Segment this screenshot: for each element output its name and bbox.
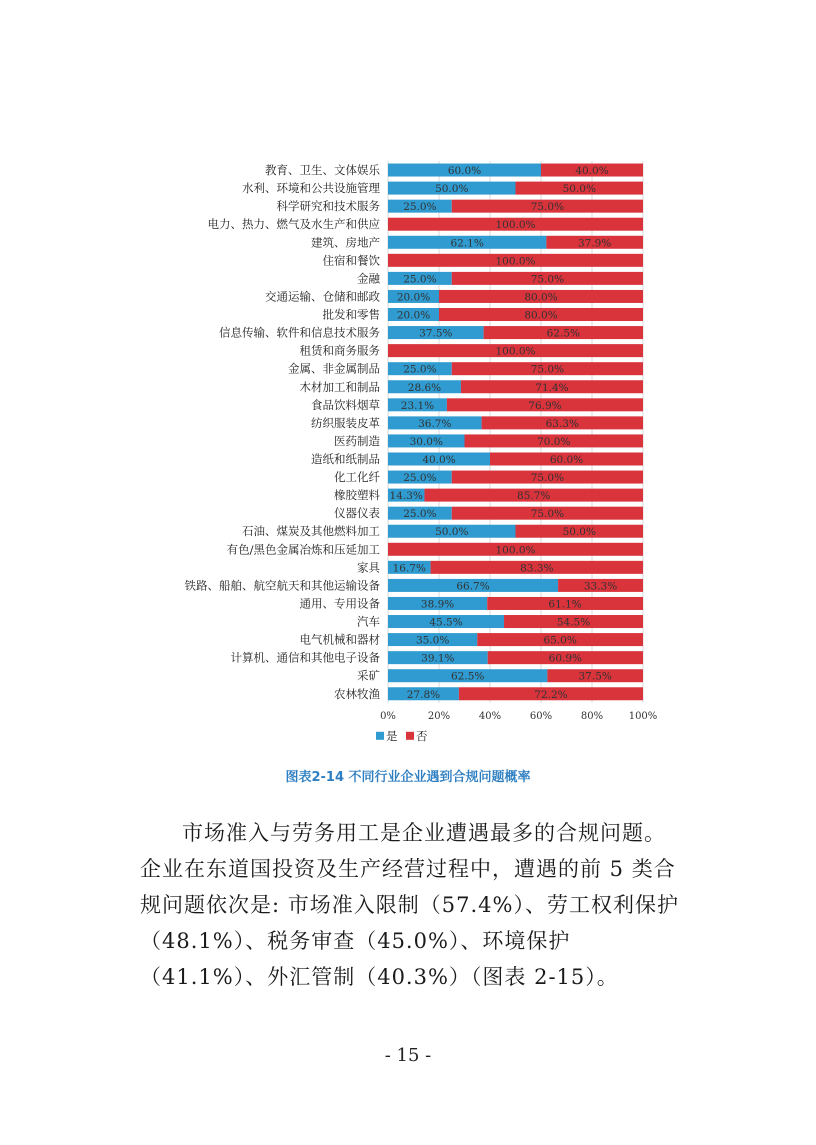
category-label: 电气机械和器材 <box>299 632 380 647</box>
category-label: 金融 <box>357 271 380 286</box>
bar-data-label: 50.0% <box>435 526 469 539</box>
bar-data-label: 25.0% <box>403 508 437 521</box>
bar-data-label: 100.0% <box>495 255 536 268</box>
bar-data-label: 16.7% <box>392 562 426 575</box>
category-label: 建筑、房地产 <box>311 235 380 250</box>
category-label: 住宿和餐饮 <box>322 253 380 268</box>
category-label: 纺织服装皮革 <box>311 415 380 430</box>
x-tick-label: 60% <box>529 710 553 722</box>
x-axis-ticks <box>380 711 657 722</box>
category-label: 仪器仪表 <box>334 506 380 521</box>
category-label: 教育、卫生、文体娱乐 <box>265 163 380 178</box>
bar-data-label: 30.0% <box>409 435 443 448</box>
bar-data-label: 36.7% <box>418 417 452 430</box>
bar-data-label: 40.0% <box>422 453 456 466</box>
category-label: 租赁和商务服务 <box>299 343 380 358</box>
bar-data-label: 50.0% <box>562 526 596 539</box>
x-tick-label: 20% <box>427 710 451 722</box>
bar-data-label: 100.0% <box>495 544 536 557</box>
bar-data-label: 61.1% <box>548 598 582 611</box>
bar-data-label: 45.5% <box>429 616 463 629</box>
legend-label: 否 <box>416 728 428 743</box>
bar-data-label: 100.0% <box>495 219 536 232</box>
category-label: 木材加工和制品 <box>299 379 380 394</box>
category-label: 汽车 <box>357 614 380 629</box>
x-tick-label: 0% <box>380 710 396 722</box>
legend-swatch-no <box>406 732 414 740</box>
bar-data-label: 25.0% <box>403 201 437 214</box>
category-label: 通用、专用设备 <box>299 596 380 611</box>
legend-swatch-yes <box>376 732 384 740</box>
category-label: 家具 <box>357 560 380 575</box>
bar-data-label: 62.5% <box>451 670 485 683</box>
bar-data-label: 25.0% <box>403 472 437 485</box>
bar-data-label: 37.5% <box>419 327 453 340</box>
body-paragraph-block <box>140 815 680 995</box>
bar-data-label: 25.0% <box>403 273 437 286</box>
legend-label: 是 <box>386 728 398 743</box>
bar-data-label: 75.0% <box>530 508 565 521</box>
bar-data-label: 75.0% <box>530 472 565 485</box>
x-tick-label: 80% <box>580 710 604 722</box>
bar-data-label: 20.0% <box>396 309 431 322</box>
bar-data-label: 40.0% <box>575 165 609 178</box>
bar-data-label: 62.5% <box>546 327 580 340</box>
bar-data-label: 66.7% <box>456 580 490 593</box>
x-tick-label: 40% <box>478 710 502 722</box>
bar-data-label: 65.0% <box>543 634 577 647</box>
bar-data-label: 37.5% <box>578 670 612 683</box>
category-label: 电力、热力、燃气及水生产和供应 <box>207 217 380 232</box>
category-label: 计算机、通信和其他电子设备 <box>230 650 380 665</box>
category-label: 金属、非金属制品 <box>288 361 380 376</box>
bar-data-label: 85.7% <box>517 490 551 503</box>
category-label: 科学研究和技术服务 <box>276 199 380 214</box>
figure-caption: 图表2-14 不同行业企业遇到合规问题概率 <box>285 770 531 785</box>
bar-data-label: 38.9% <box>420 598 455 611</box>
stacked-bar-chart <box>0 150 816 762</box>
category-label: 批发和零售 <box>322 307 380 322</box>
bar-data-label: 75.0% <box>530 201 565 214</box>
bar-data-label: 63.3% <box>545 417 579 430</box>
category-labels <box>185 163 381 701</box>
bar-data-label: 62.1% <box>450 237 484 250</box>
bar-data-label: 100.0% <box>495 345 536 358</box>
category-label: 信息传输、软件和信息技术服务 <box>219 325 380 340</box>
bar-data-label: 80.0% <box>524 291 558 304</box>
bar-data-label: 50.0% <box>562 183 596 196</box>
category-label: 造纸和纸制品 <box>311 451 380 466</box>
bar-data-label: 80.0% <box>524 309 558 322</box>
bar-data-label: 23.1% <box>400 399 435 412</box>
chart-bars <box>388 164 643 701</box>
category-label: 有色/黑色金属冶炼和压延加工 <box>226 542 380 557</box>
bar-data-label: 75.0% <box>530 363 565 376</box>
category-label: 化工化纤 <box>334 470 380 485</box>
category-label: 农林牧渔 <box>334 686 380 701</box>
category-label: 石油、煤炭及其他燃料加工 <box>242 524 380 539</box>
bar-data-label: 72.2% <box>534 688 568 701</box>
bar-data-label: 71.4% <box>535 381 569 394</box>
x-tick-label: 100% <box>628 710 658 722</box>
category-label: 医药制造 <box>334 433 380 448</box>
bar-data-label: 70.0% <box>537 435 571 448</box>
bar-data-label: 75.0% <box>530 273 565 286</box>
category-label: 采矿 <box>357 668 380 683</box>
category-label: 橡胶塑料 <box>334 488 380 503</box>
category-label: 食品饮料烟草 <box>311 397 380 412</box>
bar-data-label: 25.0% <box>403 363 437 376</box>
page-number: - 15 - <box>384 1045 432 1066</box>
bar-data-label: 60.0% <box>447 165 482 178</box>
bar-data-label: 35.0% <box>415 634 450 647</box>
bar-data-label: 28.6% <box>407 381 442 394</box>
chart-legend <box>376 729 428 743</box>
bar-data-label: 54.5% <box>556 616 591 629</box>
bar-data-label: 60.9% <box>548 652 583 665</box>
bar-data-label: 14.3% <box>389 490 423 503</box>
bar-data-label: 60.0% <box>549 453 584 466</box>
category-label: 铁路、船舶、航空航天和其他运输设备 <box>184 578 380 593</box>
bar-data-label: 50.0% <box>435 183 469 196</box>
bar-data-label: 83.3% <box>520 562 554 575</box>
bar-data-label: 27.8% <box>406 688 441 701</box>
bar-data-label: 39.1% <box>421 652 455 665</box>
category-label: 水利、环境和公共设施管理 <box>242 181 380 196</box>
body-paragraph: 市场准入与劳务用工是企业遭遇最多的合规问题。企业在东道国投资及生产经营过程中，遭遇的前 5 类合规问题依次是: 市场准入限制（57.4%）、劳工权利保护（48.1%）、税务审查（45.0%）、环境保护（41.1%）、外汇管制（40.3%）（图表 2-15）。 <box>140 821 679 989</box>
bar-data-label: 76.9% <box>528 399 562 412</box>
bar-data-label: 33.3% <box>583 580 618 593</box>
category-label: 交通运输、仓储和邮政 <box>265 289 380 304</box>
bar-data-label: 20.0% <box>396 291 431 304</box>
bar-data-label: 37.9% <box>577 237 612 250</box>
